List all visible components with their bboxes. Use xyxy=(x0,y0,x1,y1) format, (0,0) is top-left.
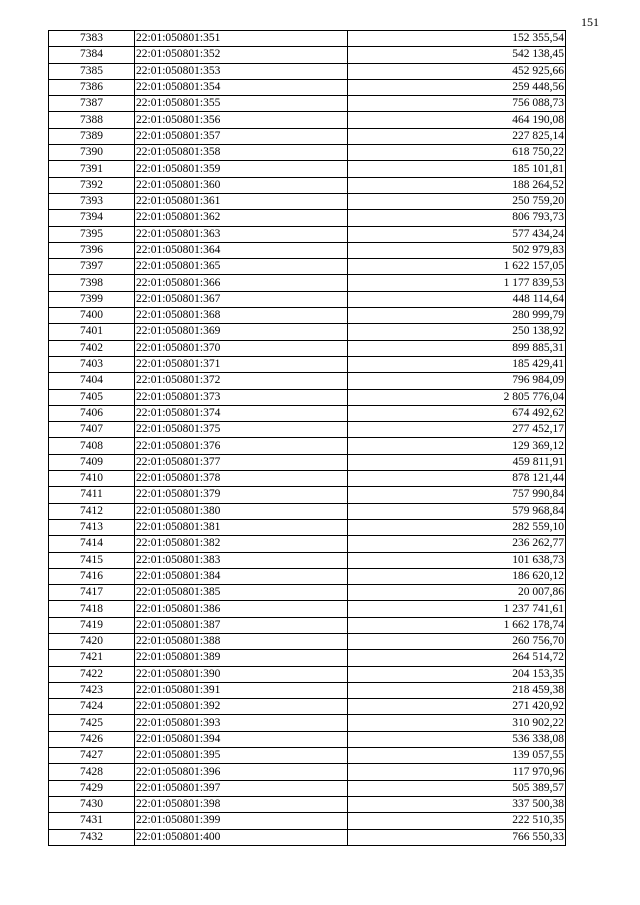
cadastral-number-cell: 22:01:050801:372 xyxy=(135,373,348,389)
table-row xyxy=(49,47,566,63)
cadastral-number-cell: 22:01:050801:363 xyxy=(135,226,348,242)
cadastral-value-cell: 129 369,12 xyxy=(348,438,566,454)
cadastral-value-cell: 222 510,35 xyxy=(348,813,566,829)
row-number-cell: 7398 xyxy=(49,275,135,291)
table-row xyxy=(49,438,566,454)
table-row xyxy=(49,193,566,209)
cadastral-number-cell: 22:01:050801:376 xyxy=(135,438,348,454)
table-row xyxy=(49,177,566,193)
cadastral-value-cell: 271 420,92 xyxy=(348,699,566,715)
table-row xyxy=(49,552,566,568)
cadastral-number-cell: 22:01:050801:351 xyxy=(135,31,348,47)
table-row xyxy=(49,226,566,242)
cadastral-value-cell: 282 559,10 xyxy=(348,519,566,535)
cadastral-value-cell: 1 237 741,61 xyxy=(348,601,566,617)
table-body xyxy=(49,31,566,846)
table-row xyxy=(49,275,566,291)
cadastral-value-cell: 452 925,66 xyxy=(348,63,566,79)
row-number-cell: 7410 xyxy=(49,471,135,487)
row-number-cell: 7408 xyxy=(49,438,135,454)
row-number-cell: 7385 xyxy=(49,63,135,79)
cadastral-value-cell: 227 825,14 xyxy=(348,128,566,144)
row-number-cell: 7417 xyxy=(49,585,135,601)
cadastral-number-cell: 22:01:050801:382 xyxy=(135,536,348,552)
cadastral-number-cell: 22:01:050801:356 xyxy=(135,112,348,128)
row-number-cell: 7384 xyxy=(49,47,135,63)
table-row xyxy=(49,813,566,829)
table-row xyxy=(49,405,566,421)
row-number-cell: 7401 xyxy=(49,324,135,340)
cadastral-value-cell: 264 514,72 xyxy=(348,650,566,666)
cadastral-value-cell: 2 805 776,04 xyxy=(348,389,566,405)
cadastral-number-cell: 22:01:050801:389 xyxy=(135,650,348,666)
table-row xyxy=(49,63,566,79)
cadastral-value-cell: 1 662 178,74 xyxy=(348,617,566,633)
row-number-cell: 7411 xyxy=(49,487,135,503)
row-number-cell: 7422 xyxy=(49,666,135,682)
cadastral-value-cell: 117 970,96 xyxy=(348,764,566,780)
cadastral-number-cell: 22:01:050801:400 xyxy=(135,829,348,845)
row-number-cell: 7403 xyxy=(49,356,135,372)
row-number-cell: 7389 xyxy=(49,128,135,144)
cadastral-value-cell: 185 429,41 xyxy=(348,356,566,372)
table-row xyxy=(49,340,566,356)
cadastral-number-cell: 22:01:050801:379 xyxy=(135,487,348,503)
row-number-cell: 7418 xyxy=(49,601,135,617)
table-row xyxy=(49,780,566,796)
cadastral-value-cell: 806 793,73 xyxy=(348,210,566,226)
row-number-cell: 7432 xyxy=(49,829,135,845)
cadastral-number-cell: 22:01:050801:391 xyxy=(135,682,348,698)
cadastral-number-cell: 22:01:050801:367 xyxy=(135,291,348,307)
cadastral-value-cell: 1 622 157,05 xyxy=(348,259,566,275)
cadastral-number-cell: 22:01:050801:365 xyxy=(135,259,348,275)
row-number-cell: 7427 xyxy=(49,748,135,764)
cadastral-number-cell: 22:01:050801:377 xyxy=(135,454,348,470)
row-number-cell: 7406 xyxy=(49,405,135,421)
row-number-cell: 7386 xyxy=(49,79,135,95)
page-number: 151 xyxy=(581,15,599,29)
table-row xyxy=(49,356,566,372)
cadastral-value-cell: 674 492,62 xyxy=(348,405,566,421)
cadastral-value-cell: 259 448,56 xyxy=(348,79,566,95)
cadastral-value-cell: 101 638,73 xyxy=(348,552,566,568)
cadastral-number-cell: 22:01:050801:395 xyxy=(135,748,348,764)
cadastral-number-cell: 22:01:050801:394 xyxy=(135,731,348,747)
row-number-cell: 7429 xyxy=(49,780,135,796)
table-row xyxy=(49,617,566,633)
cadastral-number-cell: 22:01:050801:358 xyxy=(135,145,348,161)
cadastral-number-cell: 22:01:050801:370 xyxy=(135,340,348,356)
cadastral-value-cell: 796 984,09 xyxy=(348,373,566,389)
table-row xyxy=(49,308,566,324)
cadastral-number-cell: 22:01:050801:383 xyxy=(135,552,348,568)
cadastral-number-cell: 22:01:050801:359 xyxy=(135,161,348,177)
row-number-cell: 7383 xyxy=(49,31,135,47)
row-number-cell: 7415 xyxy=(49,552,135,568)
row-number-cell: 7423 xyxy=(49,682,135,698)
cadastral-value-cell: 536 338,08 xyxy=(348,731,566,747)
table-row xyxy=(49,829,566,845)
row-number-cell: 7399 xyxy=(49,291,135,307)
cadastral-number-cell: 22:01:050801:384 xyxy=(135,568,348,584)
cadastral-number-cell: 22:01:050801:399 xyxy=(135,813,348,829)
cadastral-number-cell: 22:01:050801:396 xyxy=(135,764,348,780)
cadastral-value-cell: 20 007,86 xyxy=(348,585,566,601)
cadastral-number-cell: 22:01:050801:386 xyxy=(135,601,348,617)
row-number-cell: 7392 xyxy=(49,177,135,193)
cadastral-number-cell: 22:01:050801:390 xyxy=(135,666,348,682)
row-number-cell: 7431 xyxy=(49,813,135,829)
cadastral-number-cell: 22:01:050801:398 xyxy=(135,796,348,812)
cadastral-value-cell: 260 756,70 xyxy=(348,633,566,649)
table-row xyxy=(49,585,566,601)
row-number-cell: 7425 xyxy=(49,715,135,731)
row-number-cell: 7430 xyxy=(49,796,135,812)
cadastral-value-cell: 139 057,55 xyxy=(348,748,566,764)
row-number-cell: 7402 xyxy=(49,340,135,356)
row-number-cell: 7409 xyxy=(49,454,135,470)
row-number-cell: 7404 xyxy=(49,373,135,389)
cadastral-value-cell: 186 620,12 xyxy=(348,568,566,584)
cadastral-number-cell: 22:01:050801:378 xyxy=(135,471,348,487)
table-row xyxy=(49,291,566,307)
cadastral-number-cell: 22:01:050801:361 xyxy=(135,193,348,209)
table-row xyxy=(49,666,566,682)
row-number-cell: 7428 xyxy=(49,764,135,780)
row-number-cell: 7405 xyxy=(49,389,135,405)
row-number-cell: 7421 xyxy=(49,650,135,666)
table-row xyxy=(49,454,566,470)
row-number-cell: 7397 xyxy=(49,259,135,275)
cadastral-number-cell: 22:01:050801:368 xyxy=(135,308,348,324)
cadastral-number-cell: 22:01:050801:385 xyxy=(135,585,348,601)
row-number-cell: 7416 xyxy=(49,568,135,584)
cadastral-number-cell: 22:01:050801:392 xyxy=(135,699,348,715)
cadastral-number-cell: 22:01:050801:357 xyxy=(135,128,348,144)
cadastral-value-cell: 250 759,20 xyxy=(348,193,566,209)
cadastral-number-cell: 22:01:050801:375 xyxy=(135,422,348,438)
table-row xyxy=(49,633,566,649)
cadastral-value-cell: 310 902,22 xyxy=(348,715,566,731)
cadastral-value-cell: 250 138,92 xyxy=(348,324,566,340)
cadastral-value-cell: 618 750,22 xyxy=(348,145,566,161)
cadastral-number-cell: 22:01:050801:353 xyxy=(135,63,348,79)
cadastral-number-cell: 22:01:050801:369 xyxy=(135,324,348,340)
cadastral-value-cell: 756 088,73 xyxy=(348,96,566,112)
cadastral-value-cell: 878 121,44 xyxy=(348,471,566,487)
cadastral-number-cell: 22:01:050801:397 xyxy=(135,780,348,796)
row-number-cell: 7400 xyxy=(49,308,135,324)
cadastral-value-cell: 579 968,84 xyxy=(348,503,566,519)
table-row xyxy=(49,128,566,144)
cadastral-value-cell: 577 434,24 xyxy=(348,226,566,242)
cadastral-value-cell: 218 459,38 xyxy=(348,682,566,698)
cadastral-number-cell: 22:01:050801:371 xyxy=(135,356,348,372)
cadastral-number-cell: 22:01:050801:393 xyxy=(135,715,348,731)
cadastral-value-cell: 899 885,31 xyxy=(348,340,566,356)
cadastral-number-cell: 22:01:050801:364 xyxy=(135,242,348,258)
table-row xyxy=(49,31,566,47)
row-number-cell: 7396 xyxy=(49,242,135,258)
cadastral-number-cell: 22:01:050801:355 xyxy=(135,96,348,112)
cadastral-number-cell: 22:01:050801:360 xyxy=(135,177,348,193)
table-row xyxy=(49,699,566,715)
cadastral-number-cell: 22:01:050801:354 xyxy=(135,79,348,95)
table-row xyxy=(49,79,566,95)
row-number-cell: 7420 xyxy=(49,633,135,649)
cadastral-value-cell: 185 101,81 xyxy=(348,161,566,177)
cadastral-value-cell: 448 114,64 xyxy=(348,291,566,307)
cadastral-value-cell: 188 264,52 xyxy=(348,177,566,193)
row-number-cell: 7391 xyxy=(49,161,135,177)
cadastral-value-cell: 280 999,79 xyxy=(348,308,566,324)
row-number-cell: 7412 xyxy=(49,503,135,519)
cadastral-value-cell: 1 177 839,53 xyxy=(348,275,566,291)
table-row xyxy=(49,259,566,275)
table-row xyxy=(49,503,566,519)
cadastral-value-cell: 766 550,33 xyxy=(348,829,566,845)
table-row xyxy=(49,748,566,764)
cadastral-number-cell: 22:01:050801:374 xyxy=(135,405,348,421)
table-row xyxy=(49,145,566,161)
row-number-cell: 7407 xyxy=(49,422,135,438)
table-row xyxy=(49,650,566,666)
cadastral-value-cell: 204 153,35 xyxy=(348,666,566,682)
table-row xyxy=(49,373,566,389)
table-row xyxy=(49,601,566,617)
cadastral-value-table xyxy=(48,30,566,846)
table-row xyxy=(49,389,566,405)
table-row xyxy=(49,242,566,258)
table-row xyxy=(49,471,566,487)
cadastral-value-cell: 542 138,45 xyxy=(348,47,566,63)
table-row xyxy=(49,796,566,812)
row-number-cell: 7395 xyxy=(49,226,135,242)
row-number-cell: 7387 xyxy=(49,96,135,112)
table-row xyxy=(49,568,566,584)
table-row xyxy=(49,161,566,177)
table-row xyxy=(49,210,566,226)
table-row xyxy=(49,682,566,698)
row-number-cell: 7394 xyxy=(49,210,135,226)
cadastral-number-cell: 22:01:050801:381 xyxy=(135,519,348,535)
row-number-cell: 7414 xyxy=(49,536,135,552)
table-row xyxy=(49,487,566,503)
table-row xyxy=(49,764,566,780)
cadastral-number-cell: 22:01:050801:352 xyxy=(135,47,348,63)
row-number-cell: 7390 xyxy=(49,145,135,161)
table-row xyxy=(49,422,566,438)
cadastral-value-cell: 152 355,54 xyxy=(348,31,566,47)
row-number-cell: 7419 xyxy=(49,617,135,633)
row-number-cell: 7424 xyxy=(49,699,135,715)
cadastral-number-cell: 22:01:050801:387 xyxy=(135,617,348,633)
row-number-cell: 7413 xyxy=(49,519,135,535)
row-number-cell: 7426 xyxy=(49,731,135,747)
cadastral-value-cell: 757 990,84 xyxy=(348,487,566,503)
cadastral-number-cell: 22:01:050801:388 xyxy=(135,633,348,649)
table-row xyxy=(49,715,566,731)
cadastral-value-cell: 459 811,91 xyxy=(348,454,566,470)
row-number-cell: 7393 xyxy=(49,193,135,209)
table-row xyxy=(49,519,566,535)
cadastral-number-cell: 22:01:050801:373 xyxy=(135,389,348,405)
cadastral-value-cell: 505 389,57 xyxy=(348,780,566,796)
table-row xyxy=(49,324,566,340)
cadastral-value-cell: 337 500,38 xyxy=(348,796,566,812)
table-row xyxy=(49,96,566,112)
cadastral-value-cell: 502 979,83 xyxy=(348,242,566,258)
cadastral-number-cell: 22:01:050801:380 xyxy=(135,503,348,519)
table-row xyxy=(49,112,566,128)
table-row xyxy=(49,731,566,747)
row-number-cell: 7388 xyxy=(49,112,135,128)
cadastral-value-cell: 277 452,17 xyxy=(348,422,566,438)
cadastral-value-cell: 464 190,08 xyxy=(348,112,566,128)
table-row xyxy=(49,536,566,552)
cadastral-number-cell: 22:01:050801:366 xyxy=(135,275,348,291)
cadastral-number-cell: 22:01:050801:362 xyxy=(135,210,348,226)
cadastral-value-cell: 236 262,77 xyxy=(348,536,566,552)
